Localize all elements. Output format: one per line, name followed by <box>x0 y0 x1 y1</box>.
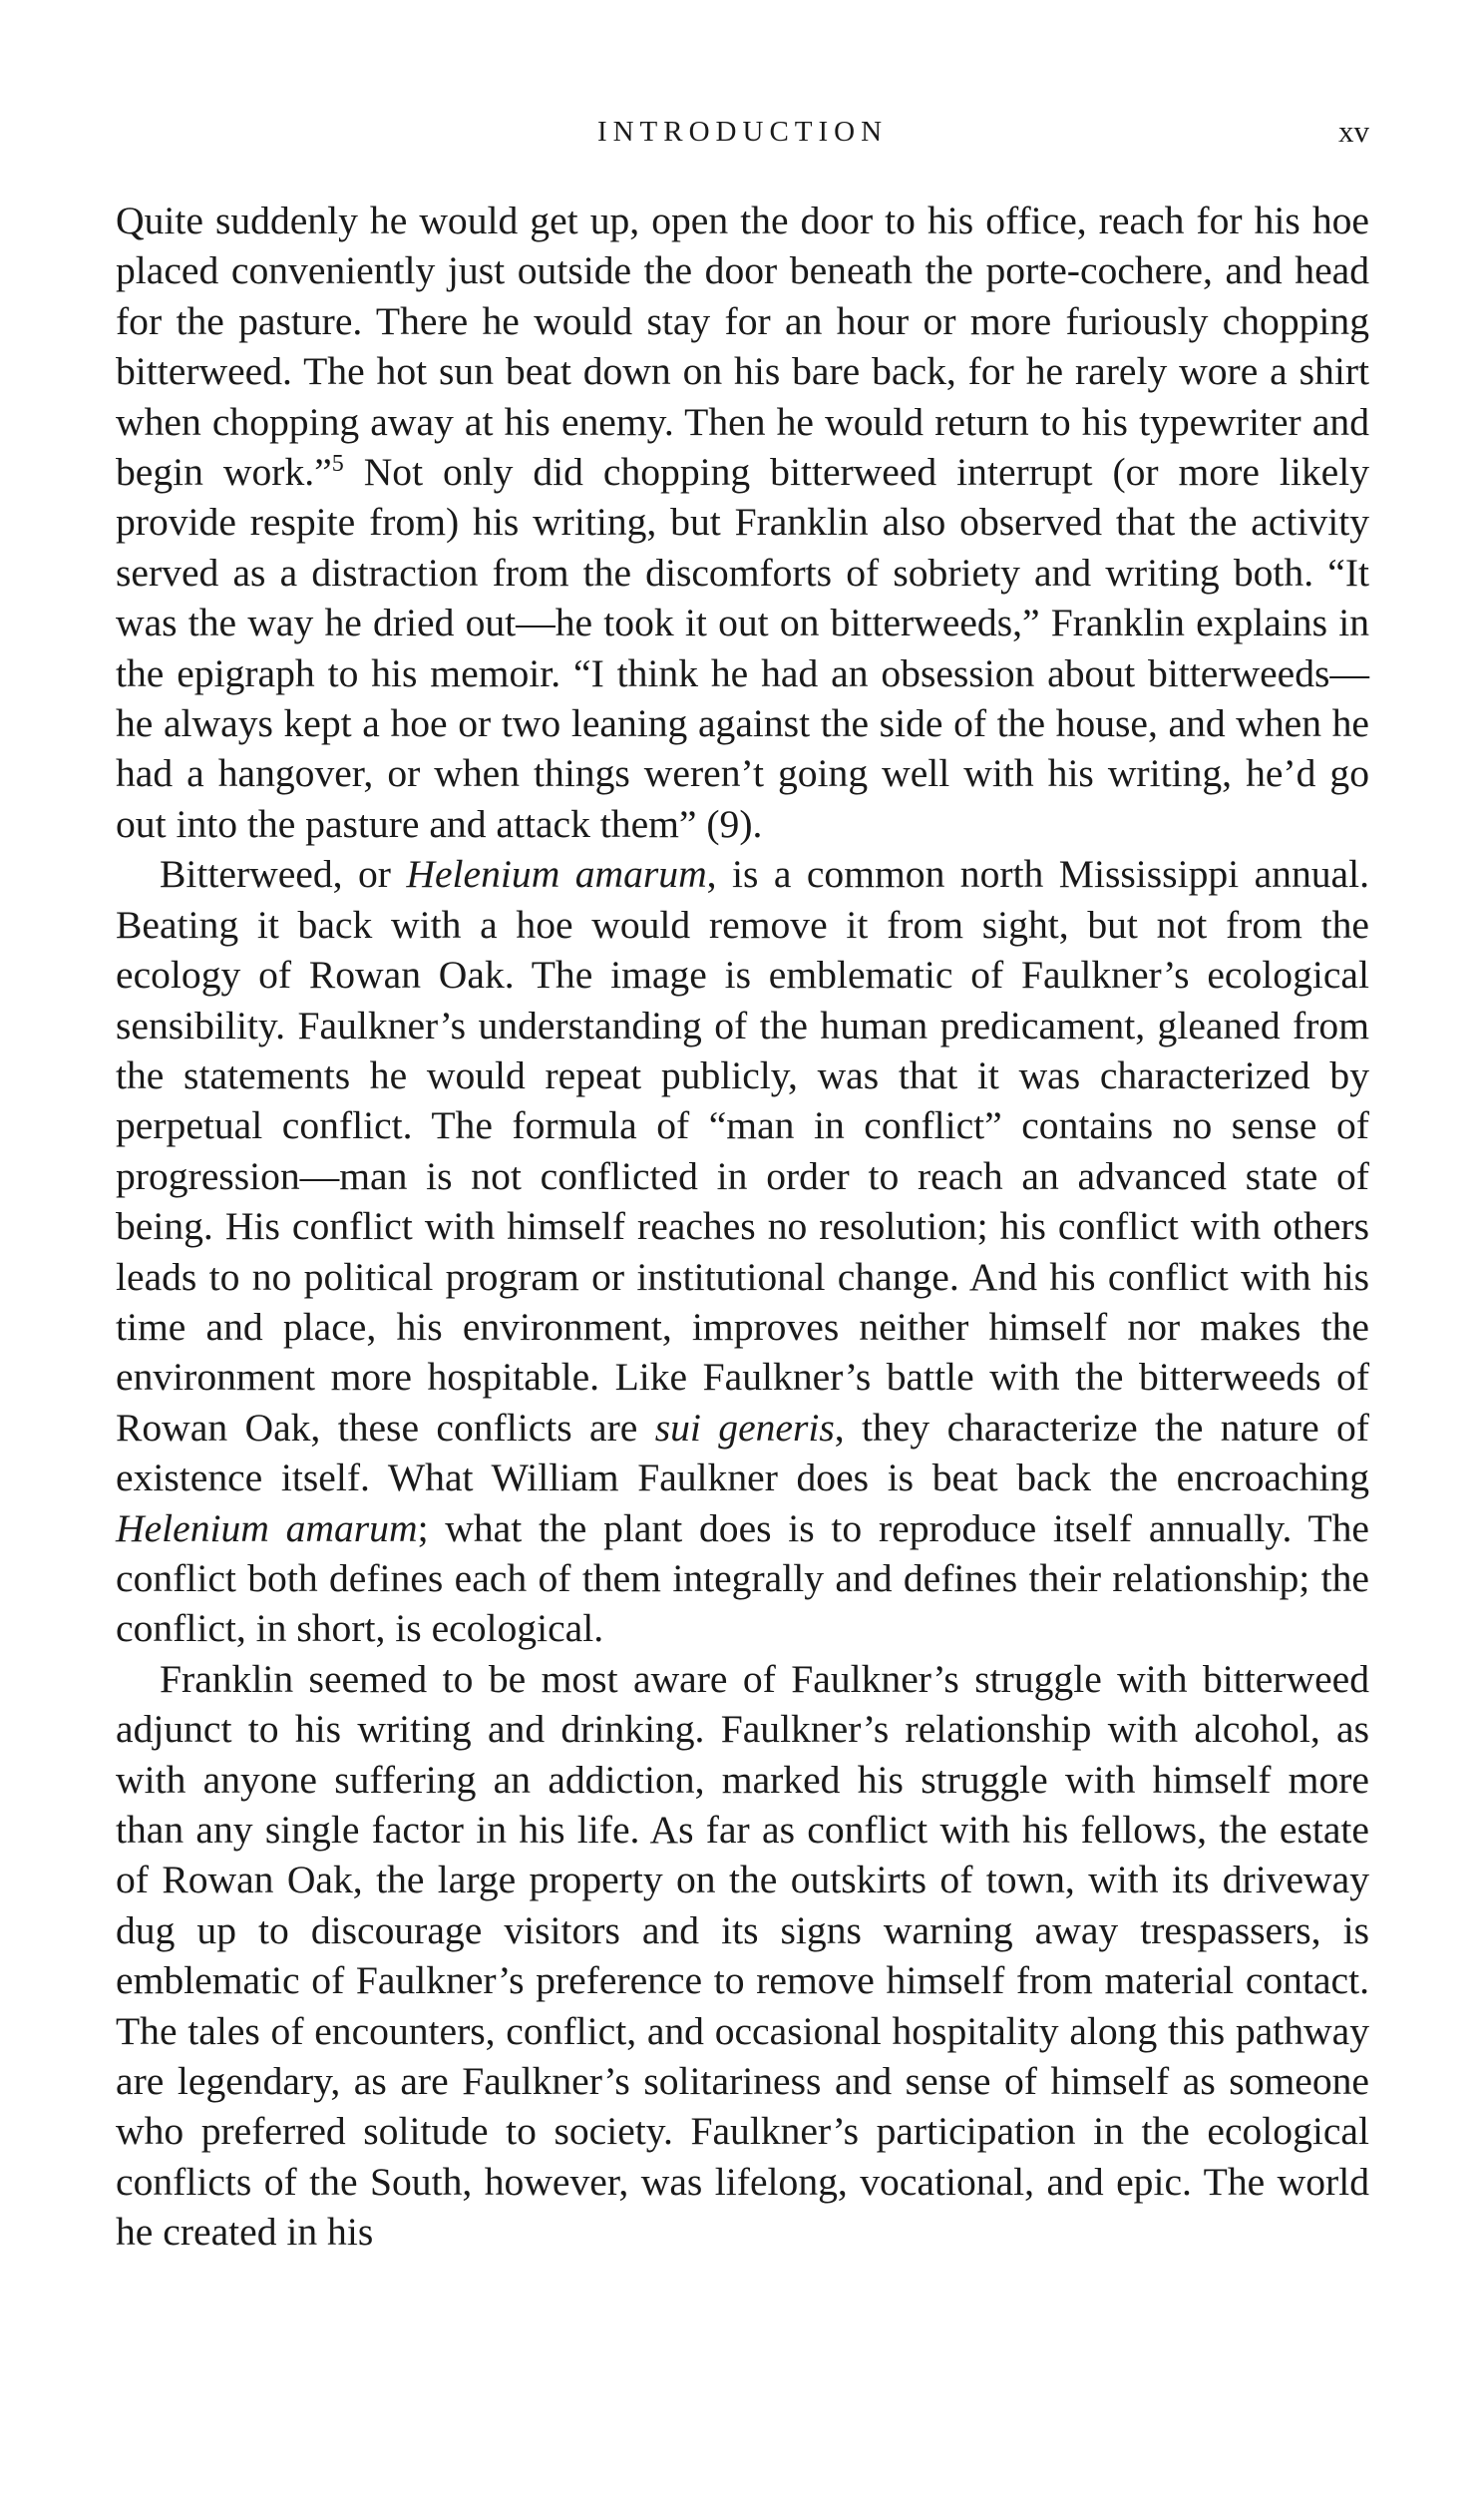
paragraph-3 <box>116 1654 1369 2258</box>
paragraph-1 <box>116 196 1369 849</box>
text-segment: Quite suddenly he would get up, open the door to his office, reach for his hoe placed conveniently just outside the door beneath the porte-cochere, and head for the pasture. There he would stay for an hour or more furiously chopping bitterweed. The hot sun beat down on his bare back, for he rarely wore a shirt when chopping away at his enemy. Then he would return to his typewriter and begin work.” <box>116 199 1369 495</box>
italic-term: sui generis <box>654 1405 835 1450</box>
paragraph-2 <box>116 849 1369 1654</box>
text-segment: , they characterize the nature of existence itself. What William Faulkner does is beat back the encroaching <box>116 1405 1369 1500</box>
body-text <box>116 196 1369 2258</box>
text-segment: Franklin seemed to be most aware of Faulkner’s struggle with bitterweed adjunct to his writing and drinking. Faulkner’s relationship with alcohol, as with anyone suffering an addiction, marked his struggle with himself more than any single factor in his life. As far as conflict with his fellows, the estate of Rowan Oak, the large property on the outskirts of town, with its driveway dug up to discourage visitors and its signs warning away trespassers, is emblematic of Faulkner’s preference to remove himself from material contact. The tales of encounters, conflict, and occasional hospitality along this pathway are legendary, as are Faulkner’s solitariness and sense of himself as someone who preferred solitude to society. Faulkner’s participation in the ecological conflicts of the South, however, was lifelong, vocational, and epic. The world he created in his <box>116 1656 1369 2255</box>
text-segment: , is a common north Mississippi annual. Beating it back with a hoe would remove it from sight, but not from the ecology of Rowan Oak. The image is emblematic of Faulkner’s ecological sensibility. Faulkner’s understanding of the human predicament, gleaned from the statements he would repeat publicly, was that it was characterized by perpetual conflict. The formula of “man in conflict” contains no sense of progression—man is not conflicted in order to reach an advanced state of being. His conflict with himself reaches no resolution; his conflict with others leads to no political program or institutional change. And his conflict with his time and place, his environment, improves neither himself nor makes the environment more hospitable. Like Faulkner’s battle with the bitterweeds of Rowan Oak, these conflicts are <box>116 852 1369 1450</box>
text-segment: Bitterweed, or <box>160 852 407 897</box>
page-number: xv <box>1338 114 1369 149</box>
italic-term: Helenium amarum <box>116 1505 418 1550</box>
running-title: INTRODUCTION <box>596 116 889 148</box>
italic-term: Helenium amarum <box>406 852 707 897</box>
text-segment: ; what the plant does is to reproduce itself annually. The conflict both defines each of them integrally and defines their relationship; the conflict, in short, is ecological. <box>116 1505 1369 1651</box>
text-segment: Not only did chopping bitterweed interrupt (or more likely provide respite from) his writing, but Franklin also observed that the activity served as a distraction from the discomforts of sobriety and writing both. “It was the way he dried out—he took it out on bitterweeds,” Franklin explains in the epigraph to his memoir. “I think he had an obsession about bitterweeds—he always kept a hoe or two leaning against the side of the house, and when he had a hangover, or when things weren’t going well with his writing, he’d go out into the pasture and attack them” (9). <box>116 450 1369 846</box>
running-head <box>116 112 1369 152</box>
footnote-marker: 5 <box>331 450 344 477</box>
